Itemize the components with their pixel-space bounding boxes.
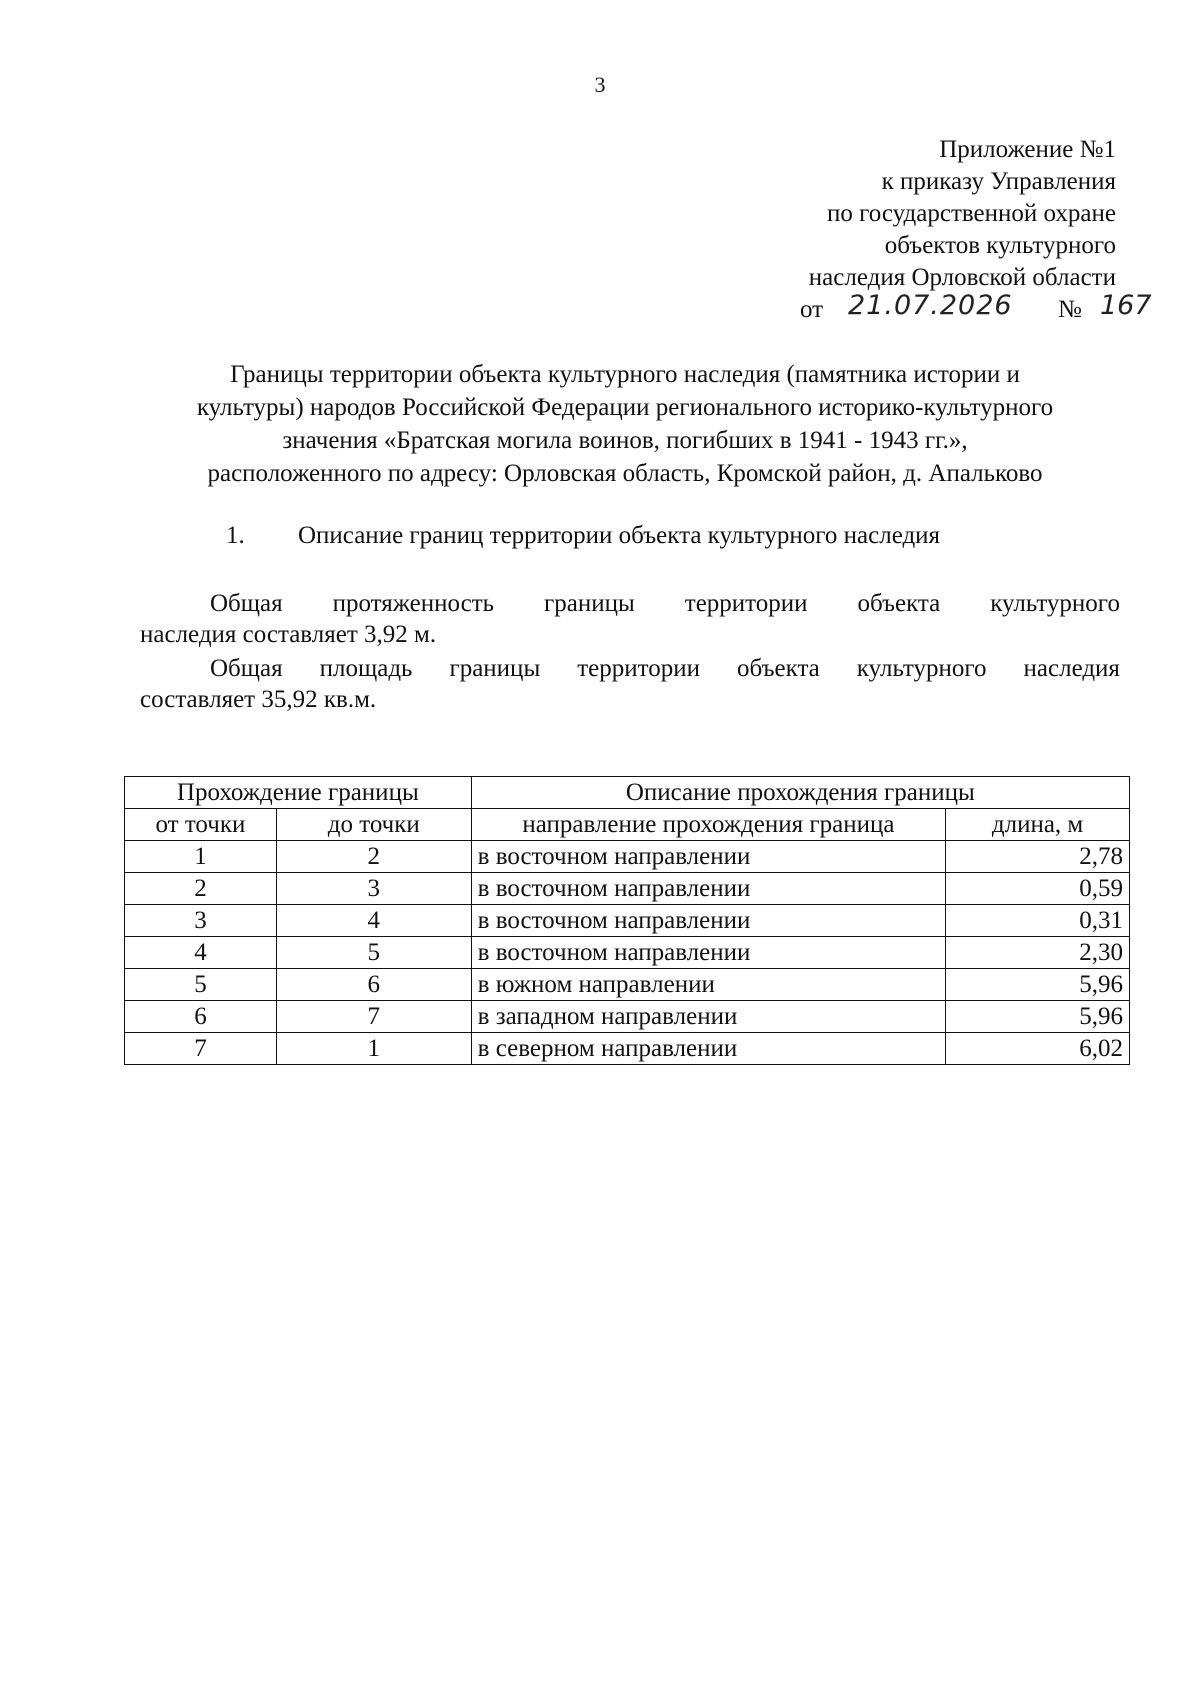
number-prefix: № [1058,296,1082,323]
cell-direction: в восточном направлении [471,841,945,873]
paragraph-rest: составляет 35,92 кв.м. [140,686,377,713]
table-row [125,1001,1130,1033]
table-row [125,1033,1130,1065]
word: культурного [856,655,987,682]
appendix-line: наследия Орловской области [808,264,1116,291]
cell-to: 7 [276,1001,471,1033]
cell-length: 5,96 [946,1001,1130,1033]
cell-length: 5,96 [946,969,1130,1001]
title-line: Границы территории объекта культурного наследия (памятника истории и [230,361,1020,388]
title-line: культуры) народов Российской Федерации регионального историко-культурного [196,394,1054,421]
cell-length: 0,31 [946,905,1130,937]
word: территории [577,655,701,682]
word: наследия [1023,655,1120,682]
cell-length: 2,78 [946,841,1130,873]
table-row [125,905,1130,937]
cell-length: 2,30 [946,937,1130,969]
word: границы [449,655,541,682]
section-title: Описание границ территории объекта культурного наследия [298,522,941,549]
paragraph-rest: наследия составляет 3,92 м. [140,621,437,648]
appendix-line: Приложение №1 [939,136,1116,163]
handwritten-date: 21.07.2026 [848,290,1013,321]
cell-from: 7 [125,1033,277,1065]
handwritten-number: 167 [1100,290,1152,321]
cell-direction: в восточном направлении [471,937,945,969]
cell-from: 3 [125,905,277,937]
word: границы [544,590,635,617]
paragraph-area [140,653,1120,715]
title-line: значения «Братская могила воинов, погибших в 1941 - 1943 гг.», [282,427,968,454]
word: Общая [210,655,283,682]
cell-to: 2 [276,841,471,873]
appendix-header [809,134,1116,294]
cell-direction: в восточном направлении [471,905,945,937]
cell-length: 0,59 [946,873,1130,905]
cell-length: 6,02 [946,1033,1130,1065]
header-length: длина, м [946,809,1130,841]
cell-to: 6 [276,969,471,1001]
word: объекта [857,590,941,617]
paragraph-length [140,588,1120,650]
table-column-header-row [125,809,1130,841]
section-number: 1. [226,522,245,549]
boundary-table [124,776,1130,1065]
paragraph-first-line [140,588,1120,619]
document-title [130,358,1120,490]
word: объекта [737,655,820,682]
cell-to: 1 [276,1033,471,1065]
appendix-line: по государственной охране [826,200,1116,227]
table-row [125,873,1130,905]
appendix-line: к приказу Управления [881,168,1116,195]
cell-direction: в западном направлении [471,1001,945,1033]
paragraph-first-line [140,653,1120,684]
word: Общая [210,590,283,617]
header-direction: направление прохождения граница [471,809,945,841]
table-group-header-row [125,777,1130,809]
word: протяженность [332,590,495,617]
date-prefix: от [800,296,824,323]
cell-from: 4 [125,937,277,969]
cell-to: 4 [276,905,471,937]
cell-from: 1 [125,841,277,873]
title-line: расположенного по адресу: Орловская область, Кромской район, д. Апальково [207,460,1043,487]
cell-direction: в северном направлении [471,1033,945,1065]
cell-from: 2 [125,873,277,905]
cell-from: 6 [125,1001,277,1033]
word: площадь [319,655,413,682]
table-row [125,969,1130,1001]
header-boundary-description: Описание прохождения границы [471,777,1129,809]
table-row [125,937,1130,969]
word: территории [684,590,808,617]
cell-from: 5 [125,969,277,1001]
page-number: 3 [594,72,606,97]
table-row [125,841,1130,873]
section-heading [226,522,940,550]
cell-direction: в восточном направлении [471,873,945,905]
cell-to: 3 [276,873,471,905]
appendix-line: объектов культурного [884,232,1116,259]
header-to-point: до точки [276,809,471,841]
order-date-number [800,290,1152,330]
cell-direction: в южном направлении [471,969,945,1001]
cell-to: 5 [276,937,471,969]
header-boundary-passage: Прохождение границы [125,777,472,809]
header-from-point: от точки [125,809,277,841]
word: культурного [990,590,1120,617]
